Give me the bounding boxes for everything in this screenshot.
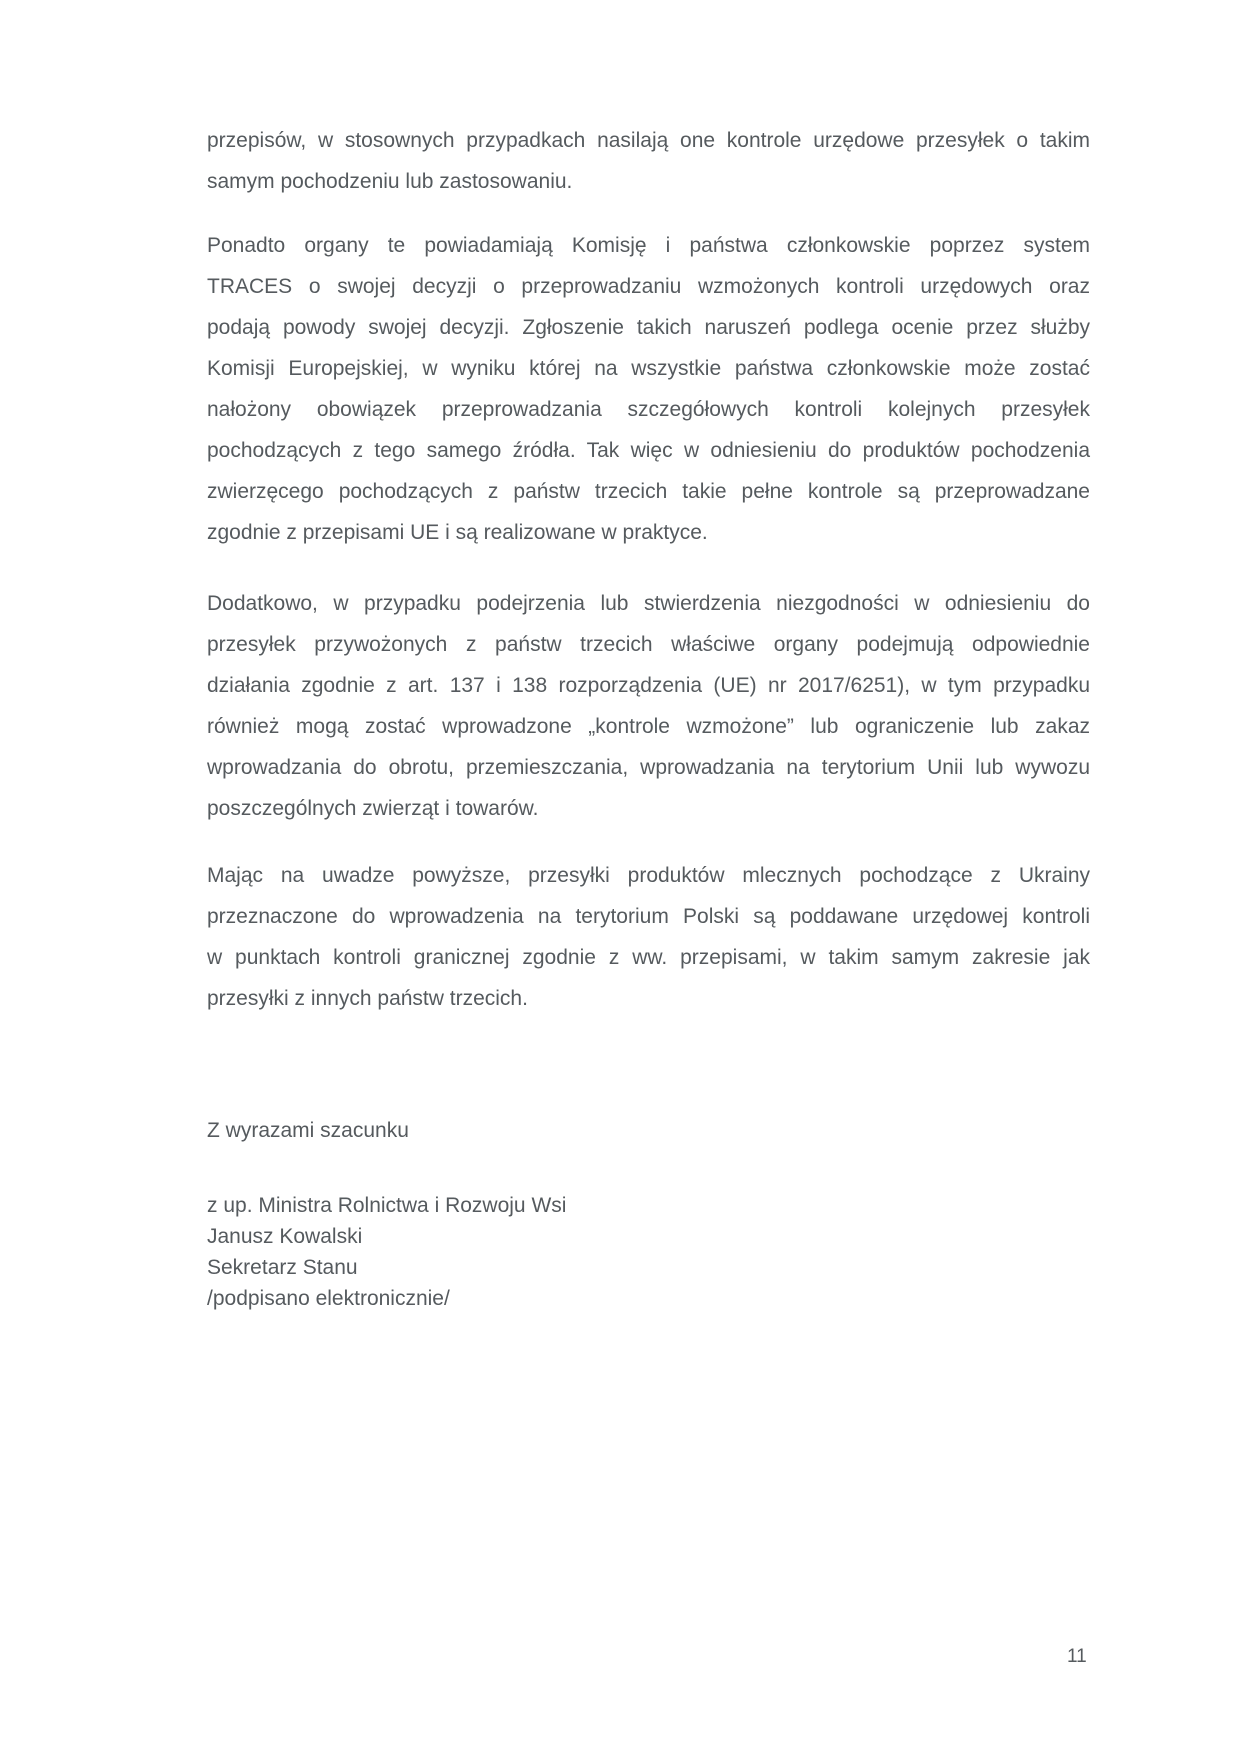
text-line: pochodzących z tego samego źródła. Tak więc w odniesieniu do produktów pochodzenia — [207, 439, 1090, 462]
signature-name: Janusz Kowalski — [207, 1225, 363, 1248]
text-line: przepisów, w stosownych przypadkach nasilają one kontrole urzędowe przesyłek o takim — [207, 129, 1090, 152]
page-number: 11 — [1067, 1646, 1087, 1667]
text-line: również mogą zostać wprowadzone „kontrole wzmożone” lub ograniczenie lub zakaz — [207, 715, 1090, 738]
text-line: przesyłek przywożonych z państw trzecich właściwe organy podejmują odpowiednie — [207, 633, 1090, 656]
signature-electronic-note: /podpisano elektronicznie/ — [207, 1287, 450, 1310]
text-line: Mając na uwadze powyższe, przesyłki produktów mlecznych pochodzące z Ukrainy — [207, 864, 1090, 887]
text-line: TRACES o swojej decyzji o przeprowadzaniu wzmożonych kontroli urzędowych oraz — [207, 275, 1090, 298]
signature-block — [207, 1190, 566, 1314]
paragraph-1 — [207, 120, 1090, 202]
signature-on-behalf: z up. Ministra Rolnictwa i Rozwoju Wsi — [207, 1194, 567, 1217]
text-line: Ponadto organy te powiadamiają Komisję i państwa członkowskie poprzez system — [207, 234, 1090, 257]
text-line: podają powody swojej decyzji. Zgłoszenie takich naruszeń podlega ocenie przez służby — [207, 316, 1090, 339]
signature-position: Sekretarz Stanu — [207, 1256, 358, 1279]
text-line: Komisji Europejskiej, w wyniku której na wszystkie państwa członkowskie może zostać — [207, 357, 1090, 380]
paragraph-3 — [207, 583, 1090, 829]
text-line: Dodatkowo, w przypadku podejrzenia lub stwierdzenia niezgodności w odniesieniu do — [207, 592, 1090, 615]
text-line: nałożony obowiązek przeprowadzania szczegółowych kontroli kolejnych przesyłek — [207, 398, 1090, 421]
text-line: zgodnie z przepisami UE i są realizowane w praktyce. — [207, 521, 708, 544]
text-line: zwierzęcego pochodzących z państw trzecich takie pełne kontrole są przeprowadzane — [207, 480, 1090, 503]
text-line: poszczególnych zwierząt i towarów. — [207, 797, 539, 820]
text-line: działania zgodnie z art. 137 i 138 rozporządzenia (UE) nr 2017/6251), w tym przypadku — [207, 674, 1090, 697]
text-line: wprowadzania do obrotu, przemieszczania, wprowadzania na terytorium Unii lub wywozu — [207, 756, 1090, 779]
text-line: przeznaczone do wprowadzenia na terytorium Polski są poddawane urzędowej kontroli — [207, 905, 1090, 928]
salutation: Z wyrazami szacunku — [207, 1119, 409, 1142]
text-line: przesyłki z innych państw trzecich. — [207, 987, 528, 1010]
text-line: samym pochodzeniu lub zastosowaniu. — [207, 170, 573, 193]
paragraph-2 — [207, 225, 1090, 553]
paragraph-4 — [207, 855, 1090, 1019]
text-line: w punktach kontroli granicznej zgodnie z ww. przepisami, w takim samym zakresie jak — [207, 946, 1090, 969]
